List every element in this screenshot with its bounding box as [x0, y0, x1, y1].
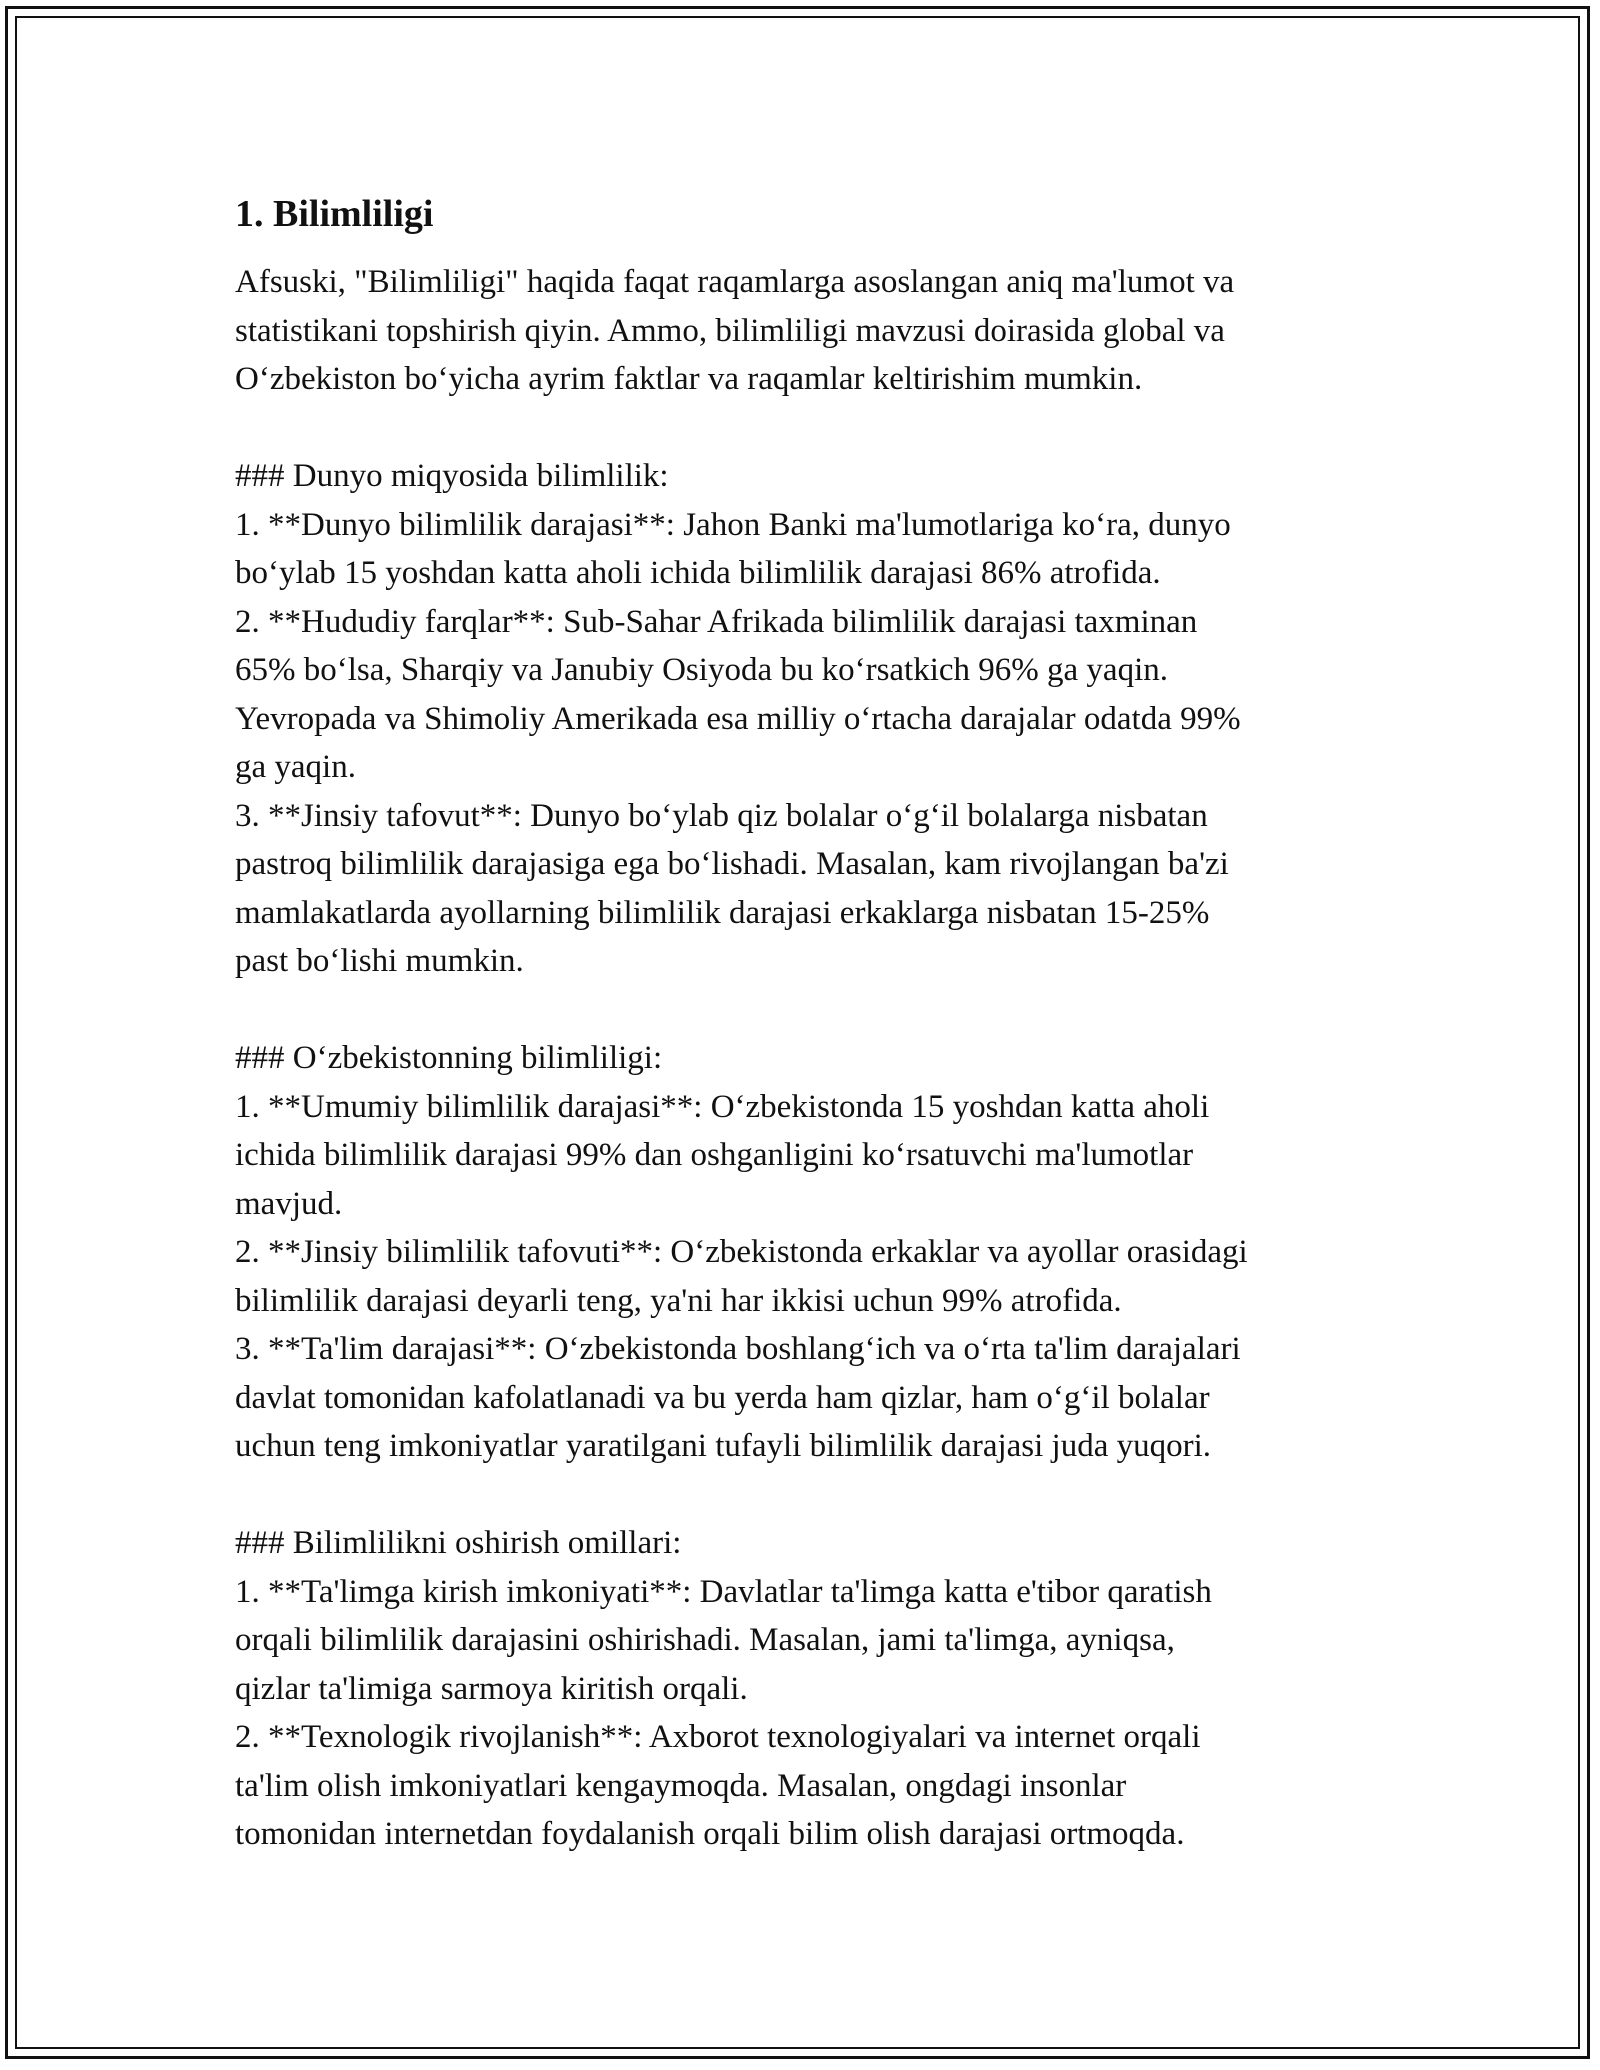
list-item: 2. **Hududiy farqlar**: Sub-Sahar Afrikada bilimlilik darajasi taxminan 65% bo‘lsa, Sharqiy va Janubiy Osiyoda bu ko‘rsatkich 96% ga yaqin. Yevropada va Shimoliy Amerikada esa milliy o‘rtacha darajalar odatda 99% ga yaqin. [235, 603, 1241, 785]
section-world-literacy [235, 452, 1375, 986]
section-heading: ### Dunyo miqyosida bilimlilik: [235, 458, 669, 494]
intro-paragraph: Afsuski, "Bilimliligi" haqida faqat raqamlarga asoslangan aniq ma'lumot va statistikani topshirish qiyin. Ammo, bilimliligi mavzusi doirasida global va O‘zbekiston bo‘yicha ayrim faktlar va raqamlar keltirishim mumkin. [235, 264, 1235, 397]
section-literacy-factors [235, 1519, 1375, 1859]
list-item: 2. **Texnologik rivojlanish**: Axborot texnologiyalari va internet orqali ta'lim olish imkoniyatlari kengaymoqda. Masalan, ongdagi insonlar tomonidan internetdan foydalanish orqali bilim olish darajasi ortmoqda. [235, 1719, 1201, 1852]
section-heading: ### O‘zbekistonning bilimliligi: [235, 1040, 663, 1076]
list-item: 1. **Dunyo bilimlilik darajasi**: Jahon Banki ma'lumotlariga ko‘ra, dunyo bo‘ylab 15 yoshdan katta aholi ichida bilimlilik darajasi 86% atrofida. [235, 506, 1231, 591]
list-item: 1. **Umumiy bilimlilik darajasi**: O‘zbekistonda 15 yoshdan katta aholi ichida bilimlilik darajasi 99% dan oshganligini ko‘rsatuvchi ma'lumotlar mavjud. [235, 1088, 1210, 1222]
paragraph-gap [235, 1471, 1375, 1520]
paragraph-gap [235, 404, 1375, 453]
list-item: 2. **Jinsiy bilimlilik tafovuti**: O‘zbekistonda erkaklar va ayollar orasidagi bilimlilik darajasi deyarli teng, ya'ni har ikkisi uchun 99% atrofida. [235, 1234, 1248, 1319]
document-body [235, 186, 1375, 1859]
list-item: 1. **Ta'limga kirish imkoniyati**: Davlatlar ta'limga katta e'tibor qaratish orqali bilimlilik darajasini oshirishadi. Masalan, jami ta'limga, ayniqsa, qizlar ta'limiga sarmoya kiritish orqali. [235, 1573, 1212, 1707]
section-heading: ### Bilimlilikni oshirish omillari: [235, 1525, 682, 1561]
list-item: 3. **Ta'lim darajasi**: O‘zbekistonda boshlang‘ich va o‘rta ta'lim darajalari davlat tomonidan kafolatlanadi va bu yerda ham qizlar, ham o‘g‘il bolalar uchun teng imkoniyatlar yaratilgani tufayli bilimlilik darajasi juda yuqori. [235, 1331, 1241, 1464]
section-uzbekistan-literacy [235, 1034, 1375, 1471]
paragraph-gap [235, 986, 1375, 1035]
document-title: 1. Bilimliligi [235, 193, 434, 235]
list-item: 3. **Jinsiy tafovut**: Dunyo bo‘ylab qiz bolalar o‘g‘il bolalarga nisbatan pastroq bilimlilik darajasiga ega bo‘lishadi. Masalan, kam rivojlangan ba'zi mamlakatlarda ayollarning bilimlilik darajasi erkaklarga nisbatan 15-25% past bo‘lishi mumkin. [235, 797, 1229, 979]
